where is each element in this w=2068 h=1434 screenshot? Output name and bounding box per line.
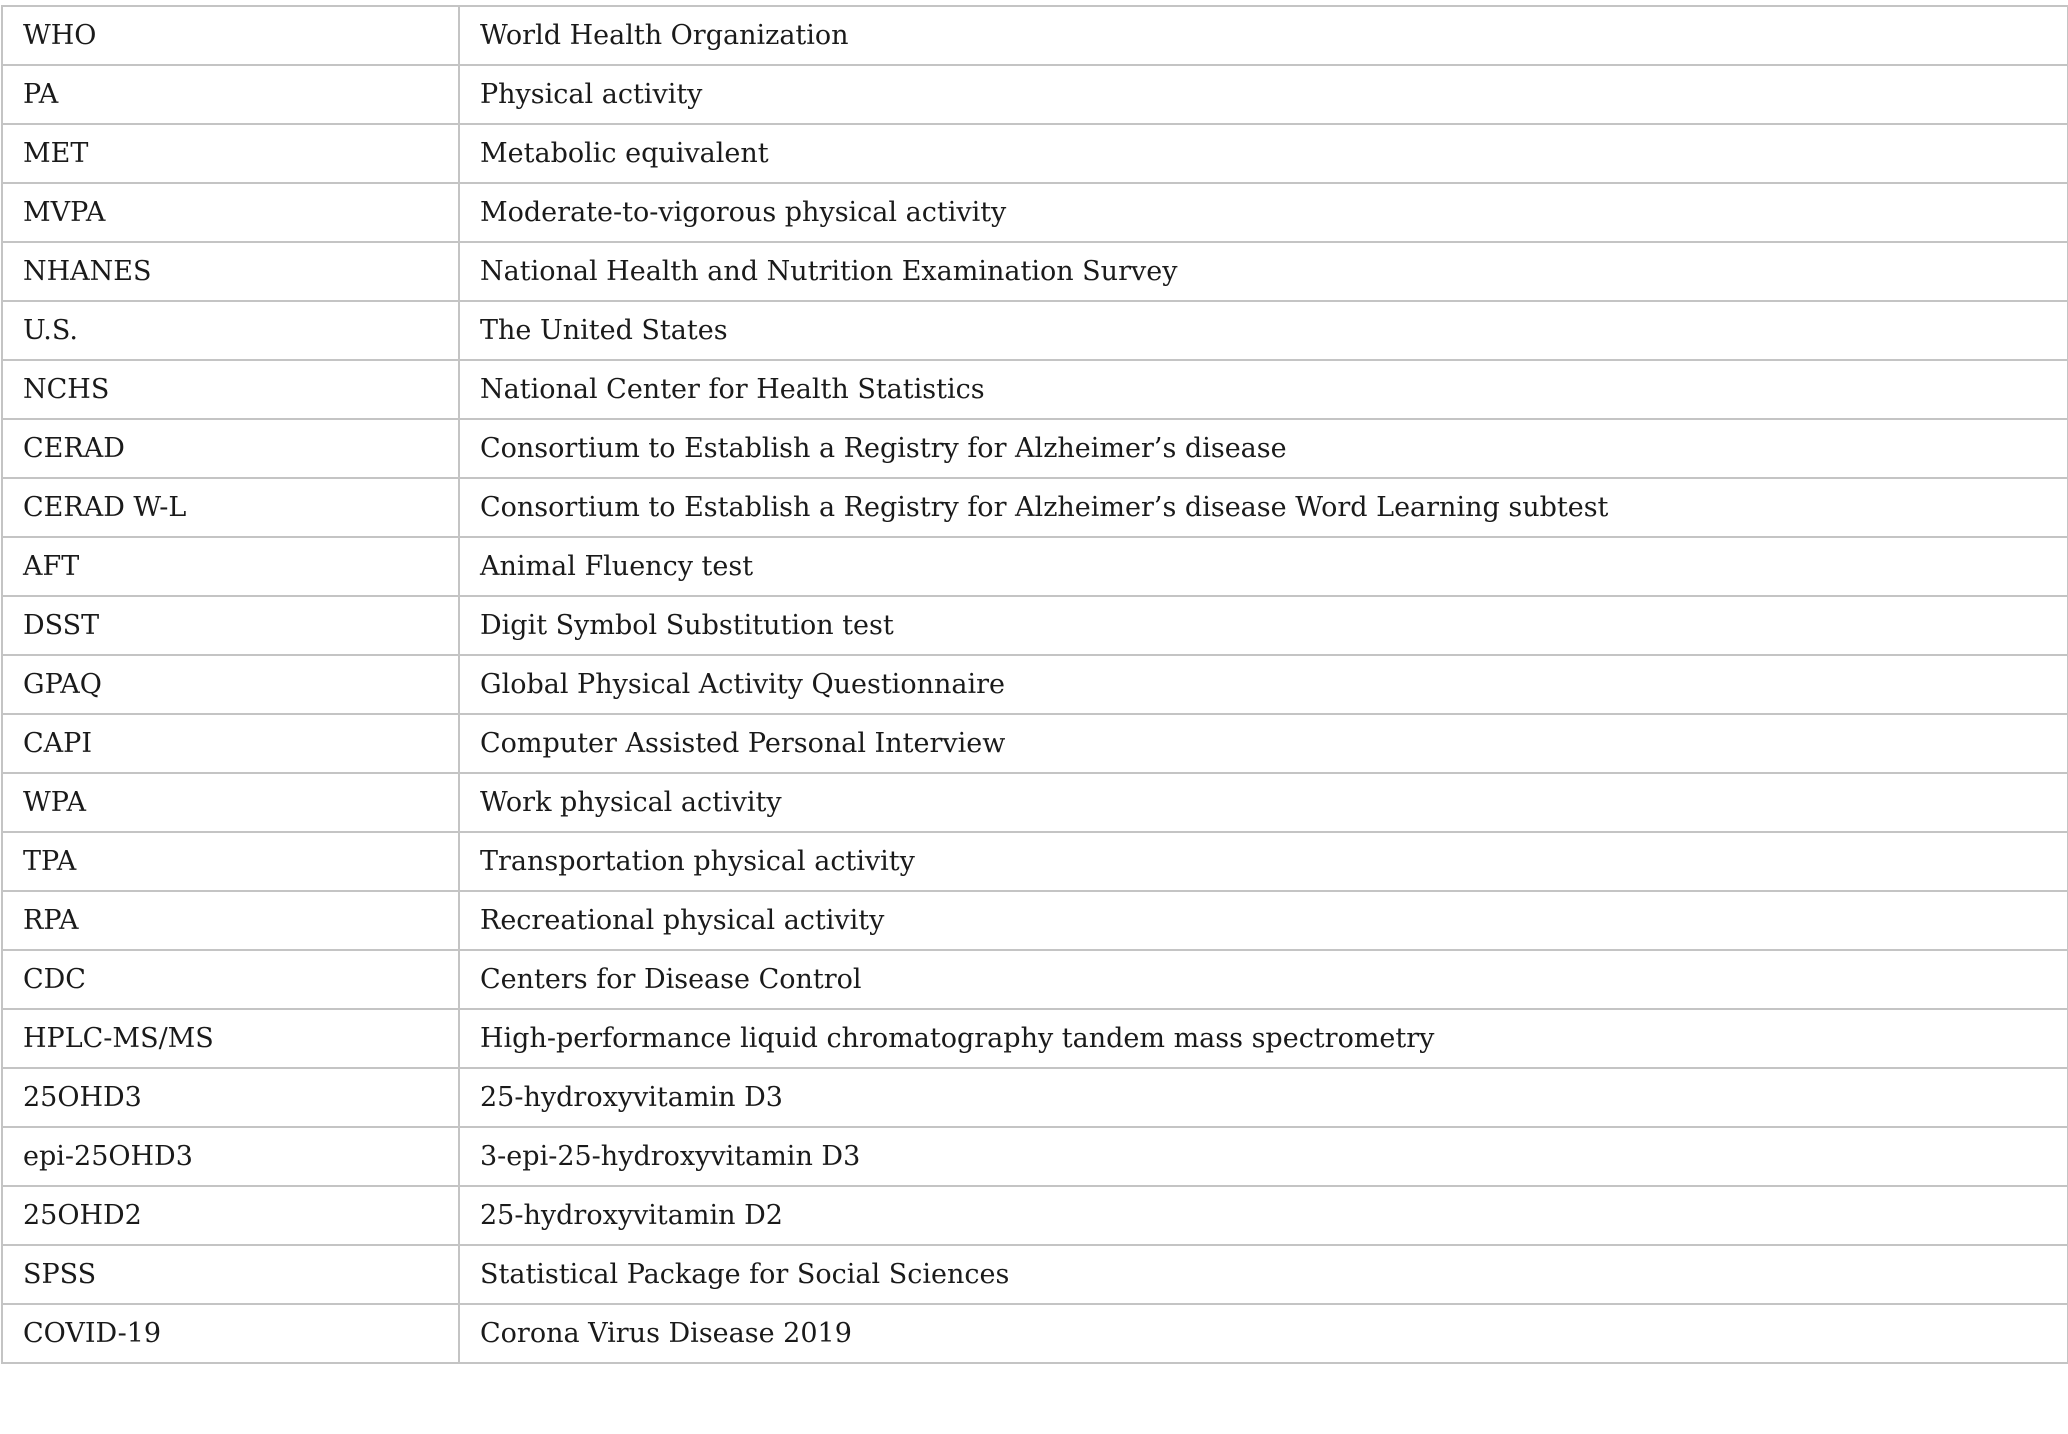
abbreviation-cell: CERAD (2, 419, 459, 478)
abbreviations-table-body (2, 6, 2068, 1363)
abbreviation-cell: PA (2, 65, 459, 124)
abbreviation-cell: WPA (2, 773, 459, 832)
abbreviation-cell: CERAD W-L (2, 478, 459, 537)
definition-cell: Statistical Package for Social Sciences (459, 1245, 2068, 1304)
definition-cell: 25-hydroxyvitamin D2 (459, 1186, 2068, 1245)
definition-cell: Global Physical Activity Questionnaire (459, 655, 2068, 714)
definition-cell: Centers for Disease Control (459, 950, 2068, 1009)
definition-cell: World Health Organization (459, 6, 2068, 65)
table-row (2, 6, 2068, 65)
abbreviation-cell: SPSS (2, 1245, 459, 1304)
table-row (2, 1127, 2068, 1186)
table-row (2, 773, 2068, 832)
table-row (2, 1186, 2068, 1245)
definition-cell: 25-hydroxyvitamin D3 (459, 1068, 2068, 1127)
definition-cell: Consortium to Establish a Registry for Alzheimer’s disease Word Learning subtest (459, 478, 2068, 537)
table-row (2, 478, 2068, 537)
definition-cell: Corona Virus Disease 2019 (459, 1304, 2068, 1363)
table-row (2, 1245, 2068, 1304)
definition-cell: The United States (459, 301, 2068, 360)
definition-cell: Transportation physical activity (459, 832, 2068, 891)
definition-cell: Consortium to Establish a Registry for Alzheimer’s disease (459, 419, 2068, 478)
table-row (2, 1009, 2068, 1068)
abbreviation-cell: RPA (2, 891, 459, 950)
table-row (2, 832, 2068, 891)
abbreviation-cell: epi-25OHD3 (2, 1127, 459, 1186)
abbreviation-cell: MET (2, 124, 459, 183)
definition-cell: High-performance liquid chromatography tandem mass spectrometry (459, 1009, 2068, 1068)
abbreviations-table (1, 5, 2068, 1364)
table-row (2, 950, 2068, 1009)
table-row (2, 124, 2068, 183)
table-row (2, 1304, 2068, 1363)
abbreviation-cell: U.S. (2, 301, 459, 360)
definition-cell: 3-epi-25-hydroxyvitamin D3 (459, 1127, 2068, 1186)
definition-cell: National Center for Health Statistics (459, 360, 2068, 419)
table-row (2, 537, 2068, 596)
abbreviation-cell: 25OHD2 (2, 1186, 459, 1245)
abbreviation-cell: WHO (2, 6, 459, 65)
abbreviation-cell: 25OHD3 (2, 1068, 459, 1127)
abbreviation-cell: TPA (2, 832, 459, 891)
table-row (2, 183, 2068, 242)
table-row (2, 419, 2068, 478)
table-row (2, 714, 2068, 773)
definition-cell: Physical activity (459, 65, 2068, 124)
abbreviation-cell: HPLC-MS/MS (2, 1009, 459, 1068)
definition-cell: Work physical activity (459, 773, 2068, 832)
definition-cell: Animal Fluency test (459, 537, 2068, 596)
definition-cell: Metabolic equivalent (459, 124, 2068, 183)
abbreviation-cell: NHANES (2, 242, 459, 301)
table-row (2, 360, 2068, 419)
abbreviation-cell: CAPI (2, 714, 459, 773)
table-row (2, 242, 2068, 301)
table-row (2, 596, 2068, 655)
abbreviation-cell: AFT (2, 537, 459, 596)
definition-cell: Computer Assisted Personal Interview (459, 714, 2068, 773)
definition-cell: Recreational physical activity (459, 891, 2068, 950)
table-row (2, 655, 2068, 714)
table-row (2, 1068, 2068, 1127)
table-row (2, 891, 2068, 950)
table-row (2, 301, 2068, 360)
table-row (2, 65, 2068, 124)
abbreviation-cell: NCHS (2, 360, 459, 419)
abbreviation-cell: DSST (2, 596, 459, 655)
definition-cell: National Health and Nutrition Examination Survey (459, 242, 2068, 301)
abbreviation-cell: MVPA (2, 183, 459, 242)
abbreviation-cell: CDC (2, 950, 459, 1009)
abbreviation-cell: GPAQ (2, 655, 459, 714)
definition-cell: Moderate-to-vigorous physical activity (459, 183, 2068, 242)
definition-cell: Digit Symbol Substitution test (459, 596, 2068, 655)
abbreviation-cell: COVID-19 (2, 1304, 459, 1363)
